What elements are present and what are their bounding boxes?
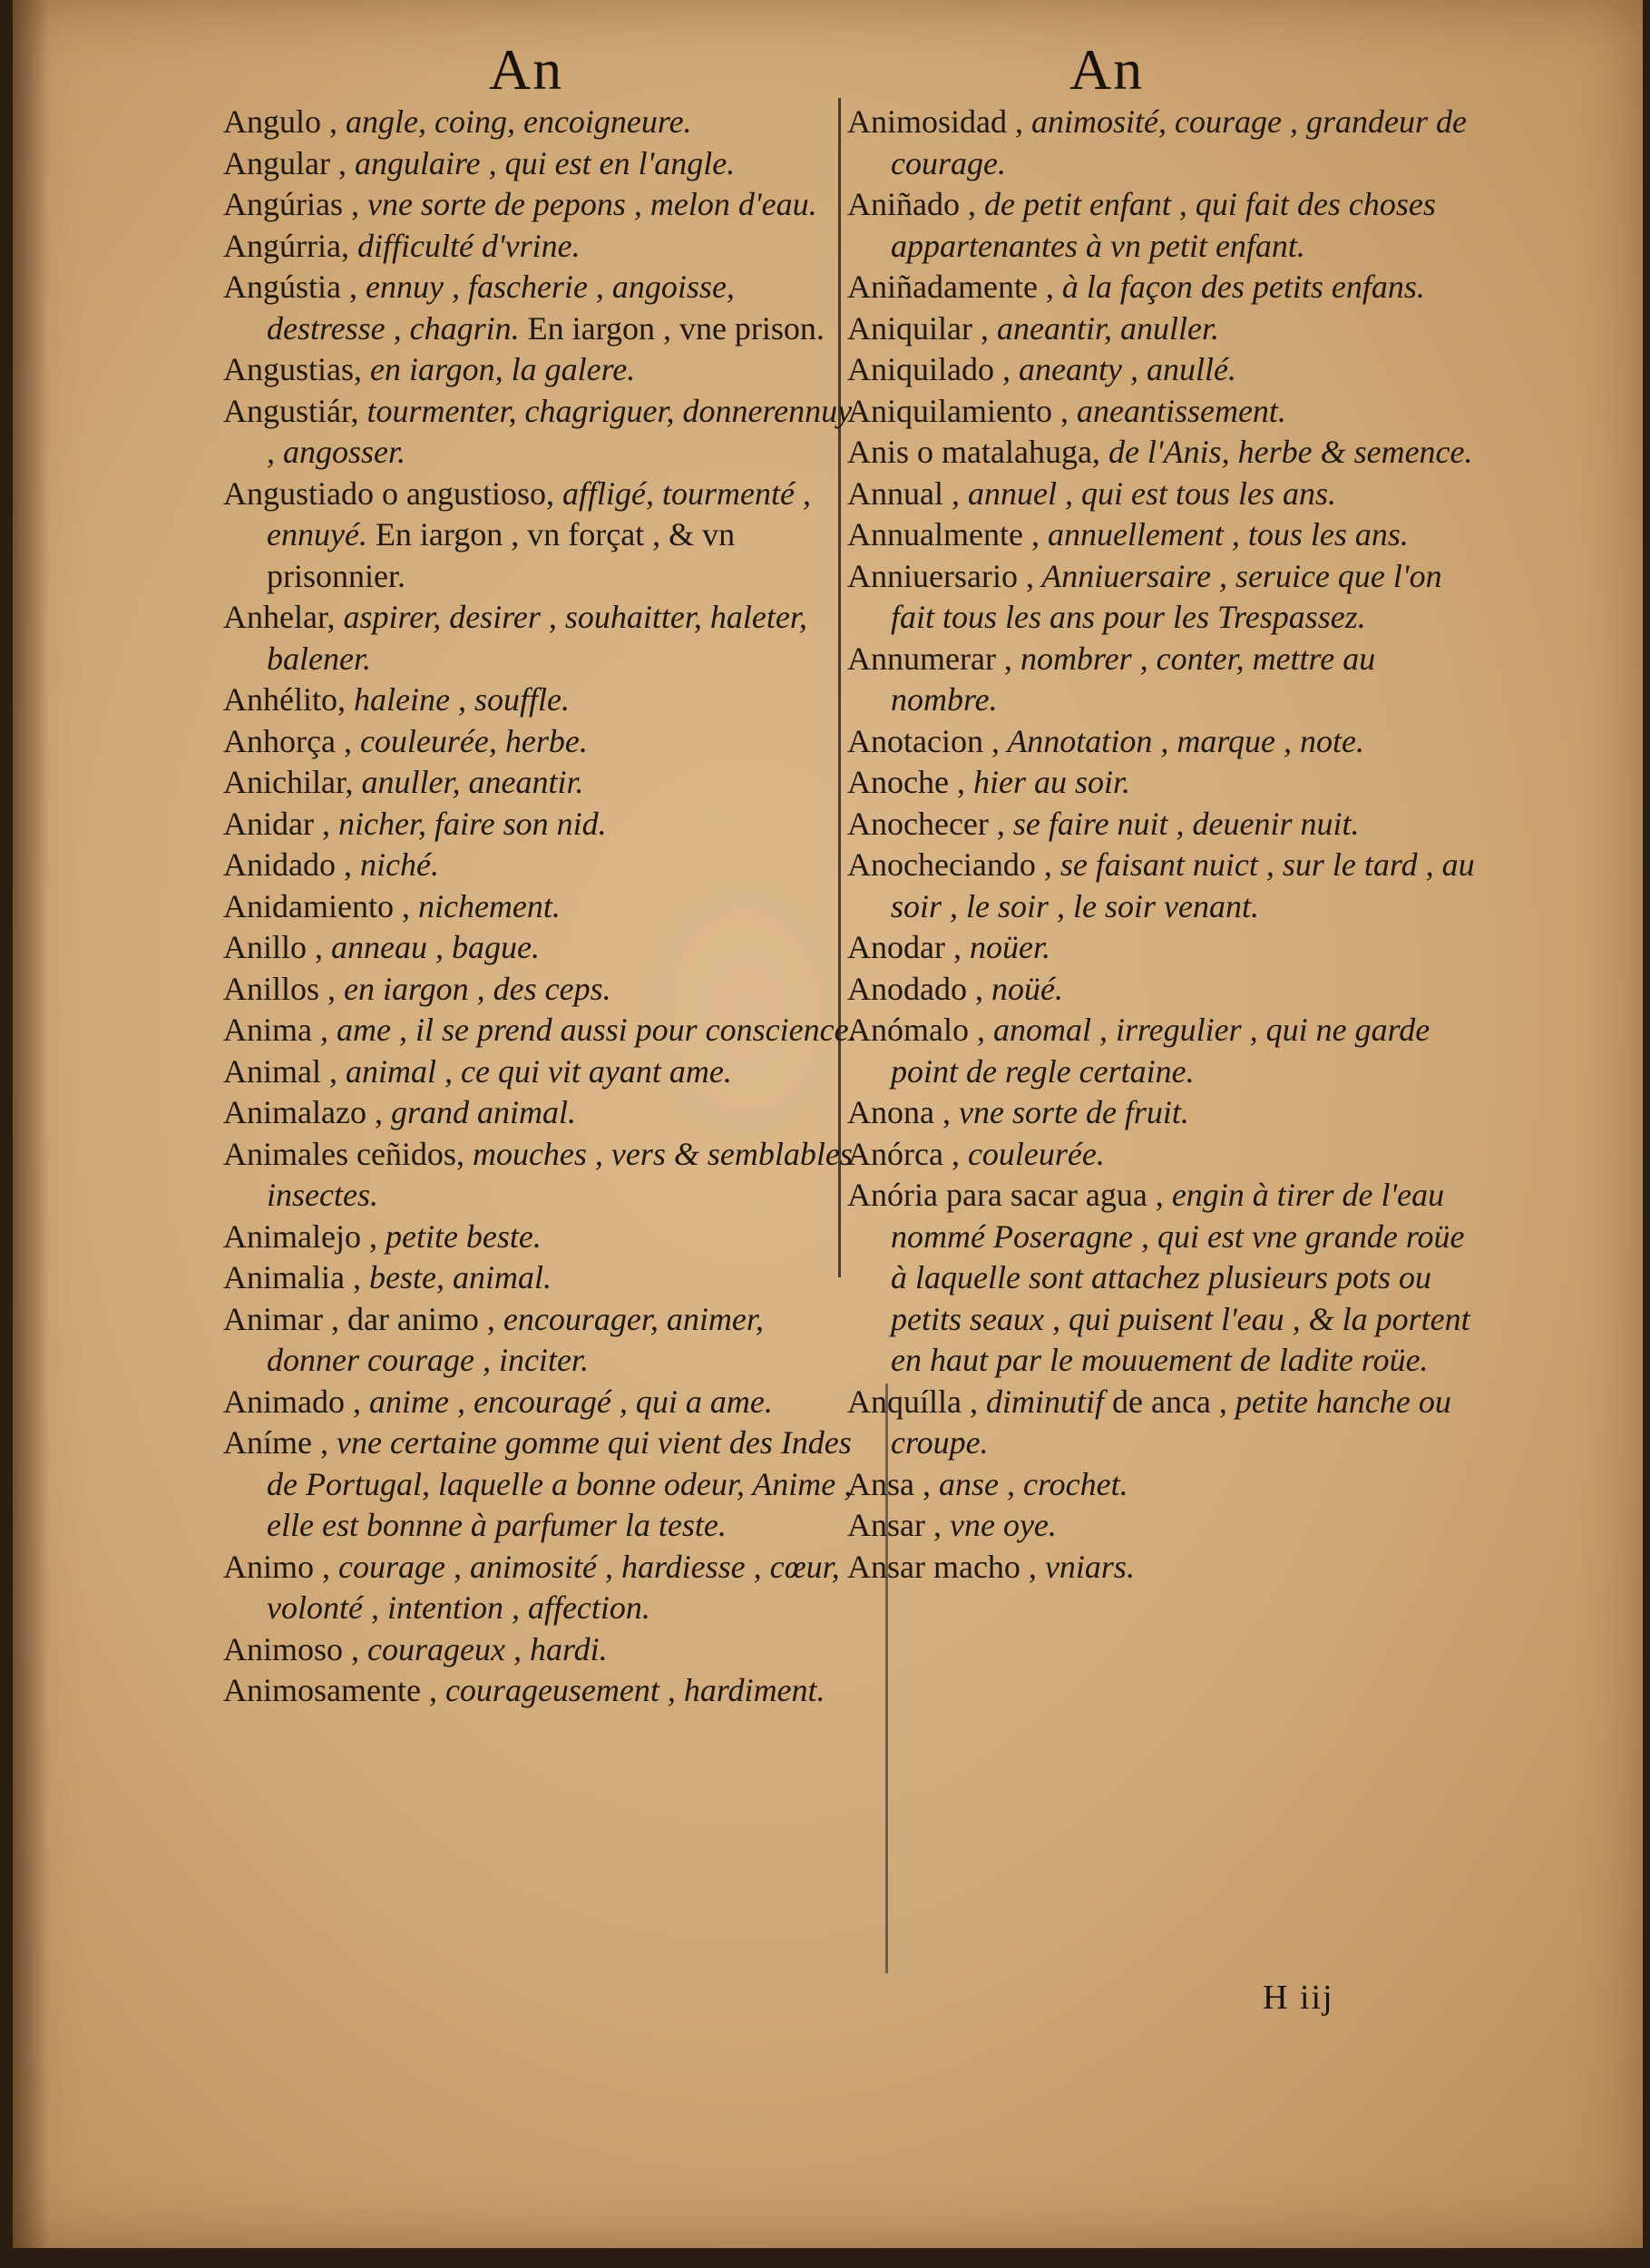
dictionary-entry — [847, 804, 1482, 846]
definition: tourmenter, chagriguer, donnerennuy , angosser. — [267, 392, 853, 470]
headword: Anichilar, — [223, 764, 354, 800]
definition: se faisant nuict , sur le tard , au soir , le soir , le soir venant. — [891, 846, 1475, 924]
headword: Anillos , — [223, 970, 337, 1007]
dictionary-entry — [223, 969, 858, 1011]
definition: de petit enfant , qui fait des choses appartenantes à vn petit enfant. — [891, 186, 1436, 264]
definition: noüer. — [961, 929, 1050, 965]
definition: en iargon , des ceps. — [336, 970, 611, 1007]
dictionary-entry — [223, 886, 858, 928]
definition: annuellement , tous les ans. — [1039, 516, 1409, 552]
definition-extra: En iargon , vn forçat , & vn prisonnier. — [267, 516, 736, 594]
definition: aspirer, desirer , souhaitter, haleter, balener. — [267, 599, 807, 677]
dictionary-entry — [847, 845, 1482, 927]
dictionary-entry — [847, 639, 1482, 721]
dictionary-entry — [847, 184, 1482, 267]
definition: nombrer , conter, mettre au nombre. — [891, 640, 1376, 718]
headword: Angúrias , — [223, 186, 359, 222]
dictionary-entry — [223, 1299, 858, 1382]
headword: Animado , — [223, 1383, 361, 1420]
headword: Anidamiento , — [223, 887, 410, 924]
dictionary-entry — [847, 762, 1482, 804]
headword: Anhélito, — [223, 681, 346, 718]
definition: anime , encouragé , qui a ame. — [360, 1383, 773, 1420]
definition: nichement. — [409, 887, 561, 924]
definition: anuller, aneantir. — [353, 764, 584, 800]
definition: engin à tirer de l'eau nommé Poseragne , qui est vne grande roüe à laquelle sont attachez plusieurs pots ou petits seaux , qui puisent l'eau , & la portent en haut par le mouuement de ladite roüe. — [891, 1177, 1470, 1378]
dictionary-entry — [847, 1547, 1482, 1589]
headword: Anoche , — [847, 764, 965, 800]
headword: Anodar , — [847, 929, 962, 965]
dictionary-entry — [847, 349, 1482, 391]
definition: anneau , bague. — [323, 929, 540, 965]
headword: Anhorça , — [223, 722, 352, 759]
dictionary-entry — [847, 102, 1482, 184]
dictionary-entry — [847, 969, 1482, 1011]
definition: animal , ce qui vit ayant ame. — [337, 1052, 732, 1090]
definition: anomal , irregulier , qui ne garde point de regle certaine. — [891, 1012, 1430, 1090]
headword: Angústia , — [223, 269, 357, 305]
definition: noüé. — [982, 970, 1063, 1007]
signature-mark: H iij — [1263, 1979, 1334, 2017]
headword: Animales ceñidos, — [223, 1135, 464, 1172]
definition: courageux , hardi. — [359, 1630, 608, 1667]
dictionary-entry — [847, 267, 1482, 308]
headword: Animal , — [223, 1052, 337, 1090]
definition: aneantir, anuller. — [988, 309, 1219, 347]
headword: Anidado , — [223, 846, 352, 883]
dictionary-entry — [847, 1464, 1482, 1506]
dictionary-entry — [847, 391, 1482, 433]
definition: animosité, courage , grandeur de courage. — [891, 103, 1467, 181]
headword: Angustiado o angustioso, — [223, 474, 554, 512]
headword: Animalazo , — [223, 1094, 383, 1130]
headword: Anodado , — [847, 970, 983, 1007]
headword: Angustias, — [223, 351, 362, 387]
headword: Anórca , — [847, 1135, 960, 1172]
headword: Anima , — [223, 1012, 328, 1048]
definition: aneanty , anullé. — [1010, 351, 1236, 387]
headword: Anquílla , — [847, 1383, 978, 1420]
headword: Aniquilar , — [847, 309, 989, 347]
headword: Anómalo , — [847, 1012, 985, 1048]
definition: angulaire , qui est en l'angle. — [346, 144, 736, 181]
headword: Ansa , — [847, 1465, 931, 1502]
definition: courageusement , hardiment. — [436, 1672, 825, 1708]
definition: annuel , qui est tous les ans. — [959, 474, 1336, 512]
dictionary-entry — [223, 721, 858, 763]
dictionary-entry — [847, 1382, 1482, 1464]
headword: Animo , — [223, 1548, 331, 1585]
definition: petite beste. — [376, 1217, 542, 1255]
right-column — [847, 102, 1482, 1588]
headword: Angular , — [223, 144, 347, 181]
definition: aneantissement. — [1068, 392, 1286, 429]
definition: vne sorte de pepons , melon d'eau. — [358, 186, 817, 222]
definition: de l'Anis, herbe & semence. — [1099, 434, 1473, 470]
definition: encourager, animer, donner courage , inciter. — [267, 1300, 764, 1378]
headword: Anis o matalahuga, — [847, 434, 1100, 470]
dictionary-entry — [223, 845, 858, 886]
headword: Aniñadamente , — [847, 269, 1054, 305]
headword: Animalejo , — [223, 1217, 377, 1255]
definition: anse , crochet. — [931, 1465, 1128, 1502]
dictionary-entry — [847, 308, 1482, 350]
dictionary-entry — [223, 474, 858, 598]
left-column — [223, 102, 858, 1712]
dictionary-entry — [223, 1010, 858, 1051]
headword: Angustiár, — [223, 392, 359, 429]
headword: Anniuersario , — [847, 557, 1034, 594]
dictionary-entry — [847, 556, 1482, 639]
definition-extra: En iargon , vne prison. — [519, 309, 825, 347]
dictionary-entry — [847, 1175, 1482, 1382]
definition: Anniuersaire , seruice que l'on fait tous les ans pour les Trespassez. — [891, 557, 1442, 635]
definition: diminutif — [977, 1383, 1104, 1420]
dictionary-entry — [847, 1134, 1482, 1176]
definition: hier au soir. — [964, 764, 1130, 800]
headword: Anocheciando , — [847, 846, 1052, 883]
definition: courage , animosité , hardiesse , cœur, volonté , intention , affection. — [267, 1548, 840, 1626]
dictionary-entry — [223, 391, 858, 474]
dictionary-entry — [223, 1629, 858, 1671]
headword: Aniquilado , — [847, 351, 1011, 387]
dictionary-entry — [223, 597, 858, 679]
dictionary-entry — [223, 762, 858, 804]
headword: Angulo , — [223, 103, 337, 140]
headword: Ansar , — [847, 1507, 942, 1543]
definition: vne certaine gomme qui vient des Indes de Portugal, laquelle a bonne odeur, Anime , elle est bonnne à parfumer la teste. — [267, 1424, 853, 1543]
definition: affligé, tourmenté , ennuyé. — [267, 474, 811, 552]
headword: Animoso , — [223, 1630, 360, 1667]
dictionary-entry — [847, 474, 1482, 515]
spine-shadow — [13, 0, 49, 2248]
dictionary-entry — [847, 927, 1482, 969]
dictionary-entry — [223, 1382, 858, 1423]
definition: vne oye. — [941, 1507, 1057, 1543]
dictionary-entry — [847, 1505, 1482, 1547]
definition: angle, coing, encoigneure. — [337, 103, 692, 140]
headword: Animosidad , — [847, 103, 1023, 140]
dictionary-entry — [223, 1547, 858, 1629]
definition: ennuy , fascherie , angoisse, destresse , chagrin. — [267, 269, 735, 347]
dictionary-entry — [223, 1134, 858, 1217]
headword: Anória para sacar agua , — [847, 1177, 1164, 1213]
headword: Anotacion , — [847, 722, 1000, 759]
dictionary-entry — [223, 1051, 858, 1093]
headword: Animosamente , — [223, 1672, 437, 1708]
headword: Annumerar , — [847, 640, 1012, 677]
dictionary-entry — [847, 432, 1482, 474]
headword: Annual , — [847, 474, 960, 512]
dictionary-entry — [223, 927, 858, 969]
definition: couleurée, herbe. — [351, 722, 588, 759]
running-header-left: An — [489, 37, 564, 102]
definition: Annotation , marque , note. — [999, 722, 1364, 759]
dictionary-entry — [847, 1010, 1482, 1092]
definition: grand animal. — [382, 1094, 576, 1130]
headword: Aníme , — [223, 1424, 328, 1461]
running-header-right: An — [1069, 37, 1145, 102]
headword: Aniñado , — [847, 186, 976, 222]
definition: beste, animal. — [360, 1259, 552, 1295]
definition: mouches , vers & semblables insectes. — [267, 1135, 853, 1213]
page — [13, 0, 1643, 2248]
headword: Ansar macho , — [847, 1548, 1037, 1585]
dictionary-entry — [223, 1257, 858, 1299]
definition-continued: petite hanche ou croupe. — [891, 1383, 1451, 1461]
definition: ame , il se prend aussi pour conscience. — [327, 1012, 857, 1048]
headword: Anhelar, — [223, 599, 336, 635]
definition: à la façon des petits enfans. — [1053, 269, 1425, 305]
dictionary-entry — [223, 184, 858, 226]
dictionary-entry — [847, 514, 1482, 556]
definition: se faire nuit , deuenir nuit. — [1004, 805, 1360, 842]
headword: Angúrria, — [223, 227, 349, 264]
headword: Animalia , — [223, 1259, 361, 1295]
headword: Anidar , — [223, 805, 330, 842]
headword: Aniquilamiento , — [847, 392, 1069, 429]
headword: Anochecer , — [847, 805, 1005, 842]
dictionary-entry — [223, 1422, 858, 1547]
dictionary-entry — [223, 143, 858, 185]
definition: nicher, faire son nid. — [329, 805, 607, 842]
headword: Animar , dar animo , — [223, 1300, 495, 1337]
dictionary-entry — [223, 102, 858, 143]
headword: Annualmente , — [847, 516, 1040, 552]
dictionary-entry — [223, 1670, 858, 1712]
dictionary-entry — [847, 1092, 1482, 1134]
dictionary-entry — [223, 804, 858, 846]
dictionary-entry — [223, 1217, 858, 1258]
dictionary-entry — [223, 267, 858, 349]
headword: Anillo , — [223, 929, 324, 965]
definition: couleurée. — [959, 1135, 1105, 1172]
definition-extra: de anca , — [1104, 1383, 1227, 1420]
dictionary-entry — [223, 226, 858, 268]
definition: vne sorte de fruit. — [950, 1094, 1189, 1130]
definition: difficulté d'vrine. — [348, 227, 581, 264]
definition: niché. — [351, 846, 439, 883]
headword: Anona , — [847, 1094, 951, 1130]
dictionary-entry — [847, 721, 1482, 763]
dictionary-entry — [223, 679, 858, 721]
dictionary-entry — [223, 349, 858, 391]
definition: haleine , souffle. — [345, 681, 570, 718]
dictionary-entry — [223, 1092, 858, 1134]
definition: en iargon, la galere. — [362, 351, 636, 387]
definition: vniars. — [1036, 1548, 1135, 1585]
